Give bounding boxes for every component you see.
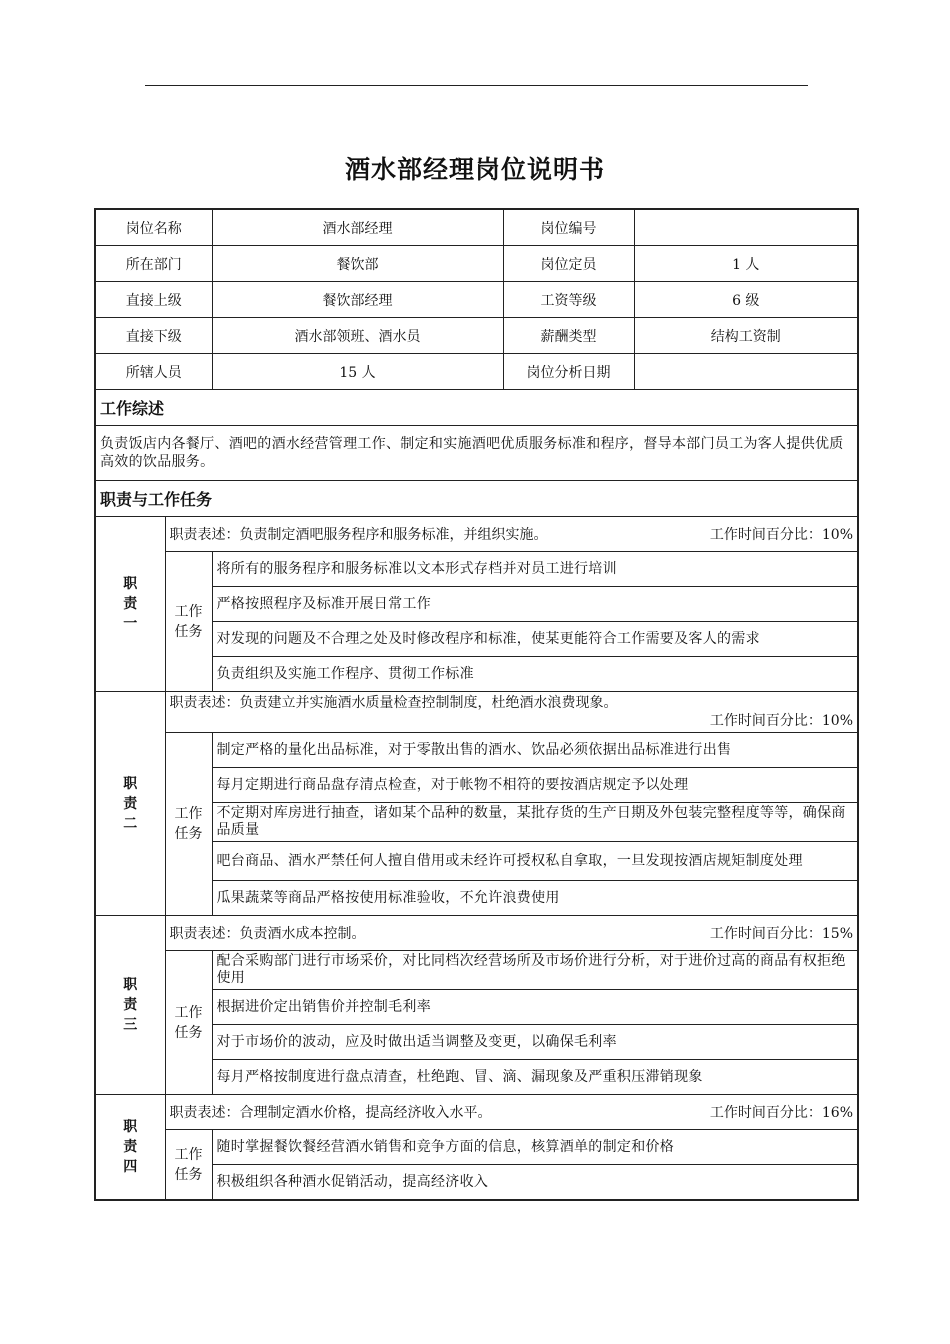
duty-statement: 职责表述：合理制定酒水价格，提高经济收入水平。 工作时间百分比：16% (165, 1095, 858, 1130)
task-item: 对发现的问题及不合理之处及时修改程序和标准，使某更能符合工作需要及客人的需求 (212, 622, 858, 657)
task-item: 积极组织各种酒水促销活动，提高经济收入 (212, 1165, 858, 1201)
task-label: 工作 任务 (165, 951, 212, 1095)
label-staff: 所辖人员 (95, 354, 212, 390)
task-item: 每月严格按制度进行盘点清查，杜绝跑、冒、滴、漏现象及严重积压滞销现象 (212, 1060, 858, 1095)
value-subordinate: 酒水部领班、酒水员 (212, 318, 503, 354)
task-item: 配合采购部门进行市场采价，对比同档次经营场所及市场价进行分析，对于进价过高的商品有权拒绝使用 (212, 951, 858, 990)
task-label: 工作 任务 (165, 733, 212, 916)
value-analysis-date (634, 354, 858, 390)
value-staff: 15 人 (212, 354, 503, 390)
label-analysis-date: 岗位分析日期 (503, 354, 634, 390)
info-row (95, 282, 858, 318)
summary-text: 负责饭店内各餐厅、酒吧的酒水经营管理工作、制定和实施酒吧优质服务标准和程序，督导本部门员工为客人提供优质高效的饮品服务。 (95, 426, 858, 481)
label-grade: 工资等级 (503, 282, 634, 318)
task-item: 制定严格的量化出品标准，对于零散出售的酒水、饮品必须依据出品标准进行出售 (212, 733, 858, 768)
value-pay-type: 结构工资制 (634, 318, 858, 354)
label-subordinate: 直接下级 (95, 318, 212, 354)
task-item: 每月定期进行商品盘存清点检查，对于帐物不相符的要按酒店规定予以处理 (212, 768, 858, 803)
info-row (95, 246, 858, 282)
label-department: 所在部门 (95, 246, 212, 282)
duty-label: 职 责 四 (95, 1095, 165, 1201)
task-item: 对于市场价的波动，应及时做出适当调整及变更，以确保毛利率 (212, 1025, 858, 1060)
task-item: 吧台商品、酒水严禁任何人擅自借用或未经许可授权私自拿取，一旦发现按酒店规矩制度处理 (212, 842, 858, 881)
task-item: 随时掌握餐饮餐经营酒水销售和竞争方面的信息，核算酒单的制定和价格 (212, 1130, 858, 1165)
value-quota: 1 人 (634, 246, 858, 282)
value-department: 餐饮部 (212, 246, 503, 282)
task-item: 将所有的服务程序和服务标准以文本形式存档并对员工进行培训 (212, 552, 858, 587)
duties-heading: 职责与工作任务 (95, 481, 858, 517)
page-title: 酒水部经理岗位说明书 (344, 155, 605, 184)
label-position-code: 岗位编号 (503, 209, 634, 246)
header-rule (145, 85, 808, 86)
duty-label: 职 责 一 (95, 517, 165, 692)
label-position-name: 岗位名称 (95, 209, 212, 246)
duty-label: 职 责 二 (95, 692, 165, 916)
info-row (95, 209, 858, 246)
task-label: 工作 任务 (165, 1130, 212, 1201)
task-item: 根据进价定出销售价并控制毛利率 (212, 990, 858, 1025)
value-position-code (634, 209, 858, 246)
info-row (95, 354, 858, 390)
task-label: 工作 任务 (165, 552, 212, 692)
task-item: 负责组织及实施工作程序、贯彻工作标准 (212, 657, 858, 692)
label-quota: 岗位定员 (503, 246, 634, 282)
duty-statement: 职责表述：负责制定酒吧服务程序和服务标准，并组织实施。 工作时间百分比：10% (165, 517, 858, 552)
task-item: 严格按照程序及标准开展日常工作 (212, 587, 858, 622)
summary-heading: 工作综述 (95, 390, 858, 426)
duty-statement: 职责表述：负责酒水成本控制。 工作时间百分比：15% (165, 916, 858, 951)
label-pay-type: 薪酬类型 (503, 318, 634, 354)
job-description-table (94, 208, 859, 1201)
duty-statement: 职责表述：负责建立并实施酒水质量检查控制制度，杜绝酒水浪费现象。 工作时间百分比：10% (165, 692, 858, 733)
value-position-name: 酒水部经理 (212, 209, 503, 246)
label-superior: 直接上级 (95, 282, 212, 318)
value-superior: 餐饮部经理 (212, 282, 503, 318)
task-item: 瓜果蔬菜等商品严格按使用标准验收，不允许浪费使用 (212, 881, 858, 916)
info-row (95, 318, 858, 354)
value-grade: 6 级 (634, 282, 858, 318)
task-item: 不定期对库房进行抽查，诸如某个品种的数量，某批存货的生产日期及外包装完整程度等等，确保商品质量 (212, 803, 858, 842)
duty-label: 职 责 三 (95, 916, 165, 1095)
